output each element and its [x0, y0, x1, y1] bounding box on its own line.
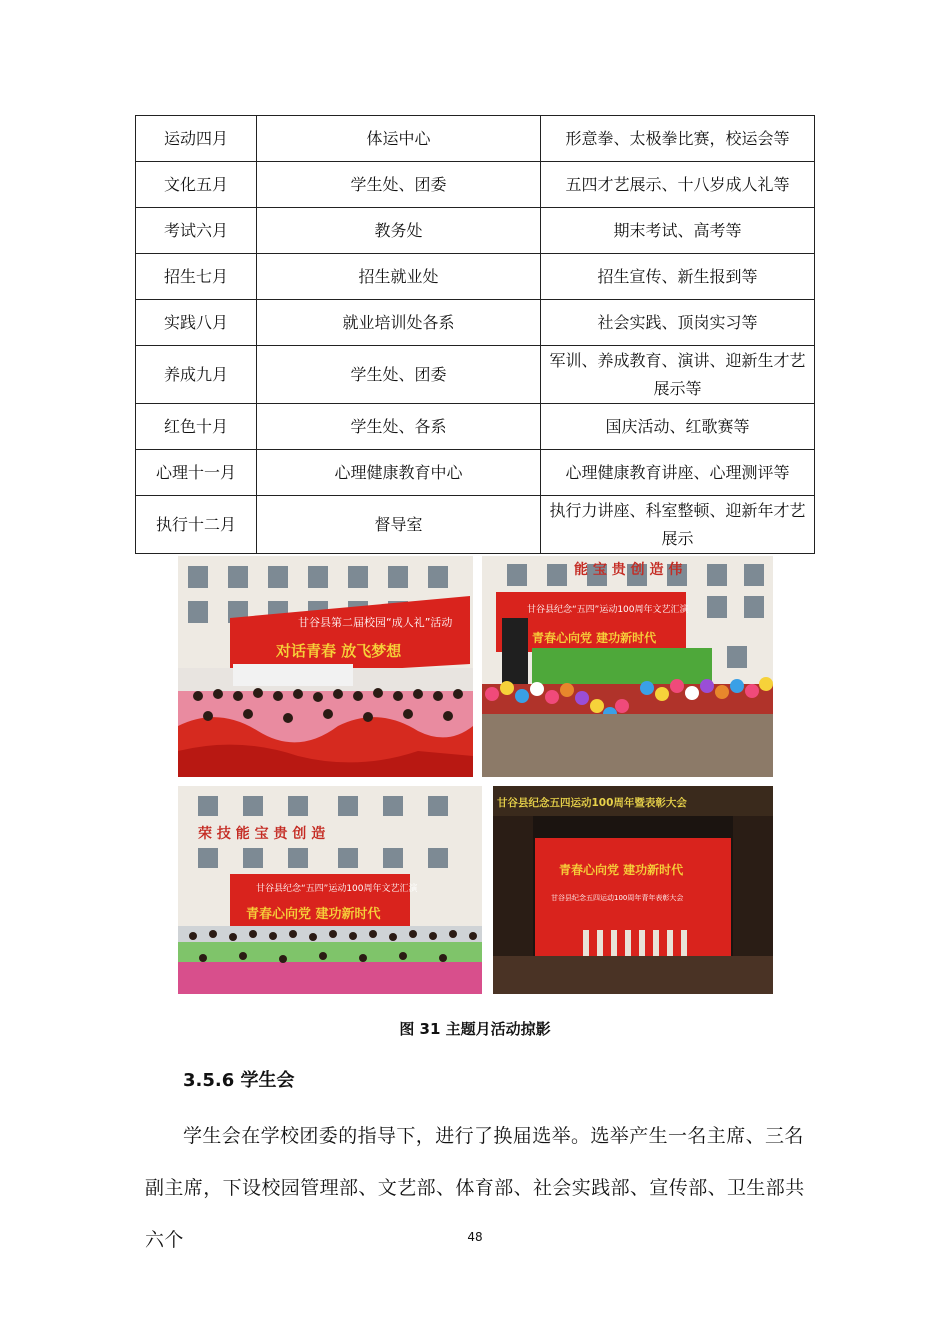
photo-outdoor-performance-balloons: [482, 556, 773, 777]
table-cell-department: 督导室: [257, 496, 541, 554]
table-cell-month: 运动四月: [136, 116, 257, 162]
table-cell-department: 学生处、团委: [257, 162, 541, 208]
table-cell-activities: 社会实践、顶岗实习等: [541, 300, 815, 346]
table-row: [136, 496, 815, 554]
table-row: [136, 254, 815, 300]
table-cell-month: 养成九月: [136, 346, 257, 404]
photo-group-performance: [178, 786, 482, 994]
table-row: [136, 162, 815, 208]
table-cell-department: 心理健康教育中心: [257, 450, 541, 496]
table-row: [136, 404, 815, 450]
page-number: 48: [467, 1230, 483, 1244]
table-cell-department: 学生处、各系: [257, 404, 541, 450]
theme-month-table: [135, 115, 815, 554]
table-row: [136, 208, 815, 254]
table-row: [136, 300, 815, 346]
photo-coming-of-age-ceremony: [178, 556, 473, 777]
section-heading: 3.5.6 学生会: [183, 1070, 295, 1091]
table-cell-activities: 执行力讲座、科室整顿、迎新年才艺展示: [541, 496, 815, 554]
photo-banner-text: 甘谷县第二届校园“成人礼”活动: [298, 616, 453, 629]
table-cell-activities: 形意拳、太极拳比赛，校运会等: [541, 116, 815, 162]
photo-banner-text: 甘谷县纪念“五四”运动100周年文艺汇演: [527, 605, 689, 615]
photo-slogan-text: 青春心向党 建功新时代: [246, 907, 381, 922]
screen-subtitle-text: 甘谷县纪念五四运动100周年青年表彰大会: [551, 894, 684, 902]
table-cell-department: 体运中心: [257, 116, 541, 162]
table-cell-activities: 期末考试、高考等: [541, 208, 815, 254]
table-cell-activities: 国庆活动、红歌赛等: [541, 404, 815, 450]
table-cell-month: 招生七月: [136, 254, 257, 300]
screen-headline-text: 青春心向党 建功新时代: [559, 863, 684, 877]
table-cell-activities: 五四才艺展示、十八岁成人礼等: [541, 162, 815, 208]
photo-slogan-text: 对话青春 放飞梦想: [276, 642, 402, 660]
table-cell-activities: 招生宣传、新生报到等: [541, 254, 815, 300]
table-cell-month: 考试六月: [136, 208, 257, 254]
table-cell-month: 执行十二月: [136, 496, 257, 554]
table-cell-month: 红色十月: [136, 404, 257, 450]
photo-award-ceremony-stage: [493, 786, 773, 994]
table-row: [136, 450, 815, 496]
table-cell-month: 文化五月: [136, 162, 257, 208]
table-cell-activities: 军训、养成教育、演讲、迎新生才艺展示等: [541, 346, 815, 404]
table-cell-department: 就业培训处各系: [257, 300, 541, 346]
table-cell-activities: 心理健康教育讲座、心理测评等: [541, 450, 815, 496]
building-slogan-text: 荣 技 能 宝 贵 创 造: [198, 826, 326, 842]
table-row: [136, 346, 815, 404]
table-cell-department: 招生就业处: [257, 254, 541, 300]
table-cell-department: 教务处: [257, 208, 541, 254]
photo-slogan-text: 青春心向党 建功新时代: [532, 631, 657, 645]
table-cell-month: 心理十一月: [136, 450, 257, 496]
building-slogan-text: 能 宝 贵 创 造 伟: [574, 562, 683, 578]
table-cell-department: 学生处、团委: [257, 346, 541, 404]
stage-title-text: 甘谷县纪念五四运动100周年暨表彰大会: [497, 797, 687, 809]
photo-banner-text: 甘谷县纪念“五四”运动100周年文艺汇演: [256, 884, 418, 894]
body-paragraph: 学生会在学校团委的指导下，进行了换届选举。选举产生一名主席、三名副主席，下设校园管理部、文艺部、体育部、社会实践部、宣传部、卫生部共六个: [145, 1125, 805, 1251]
table-row: [136, 116, 815, 162]
figure-caption: 图 31 主题月活动掠影: [399, 1020, 551, 1038]
table-cell-month: 实践八月: [136, 300, 257, 346]
